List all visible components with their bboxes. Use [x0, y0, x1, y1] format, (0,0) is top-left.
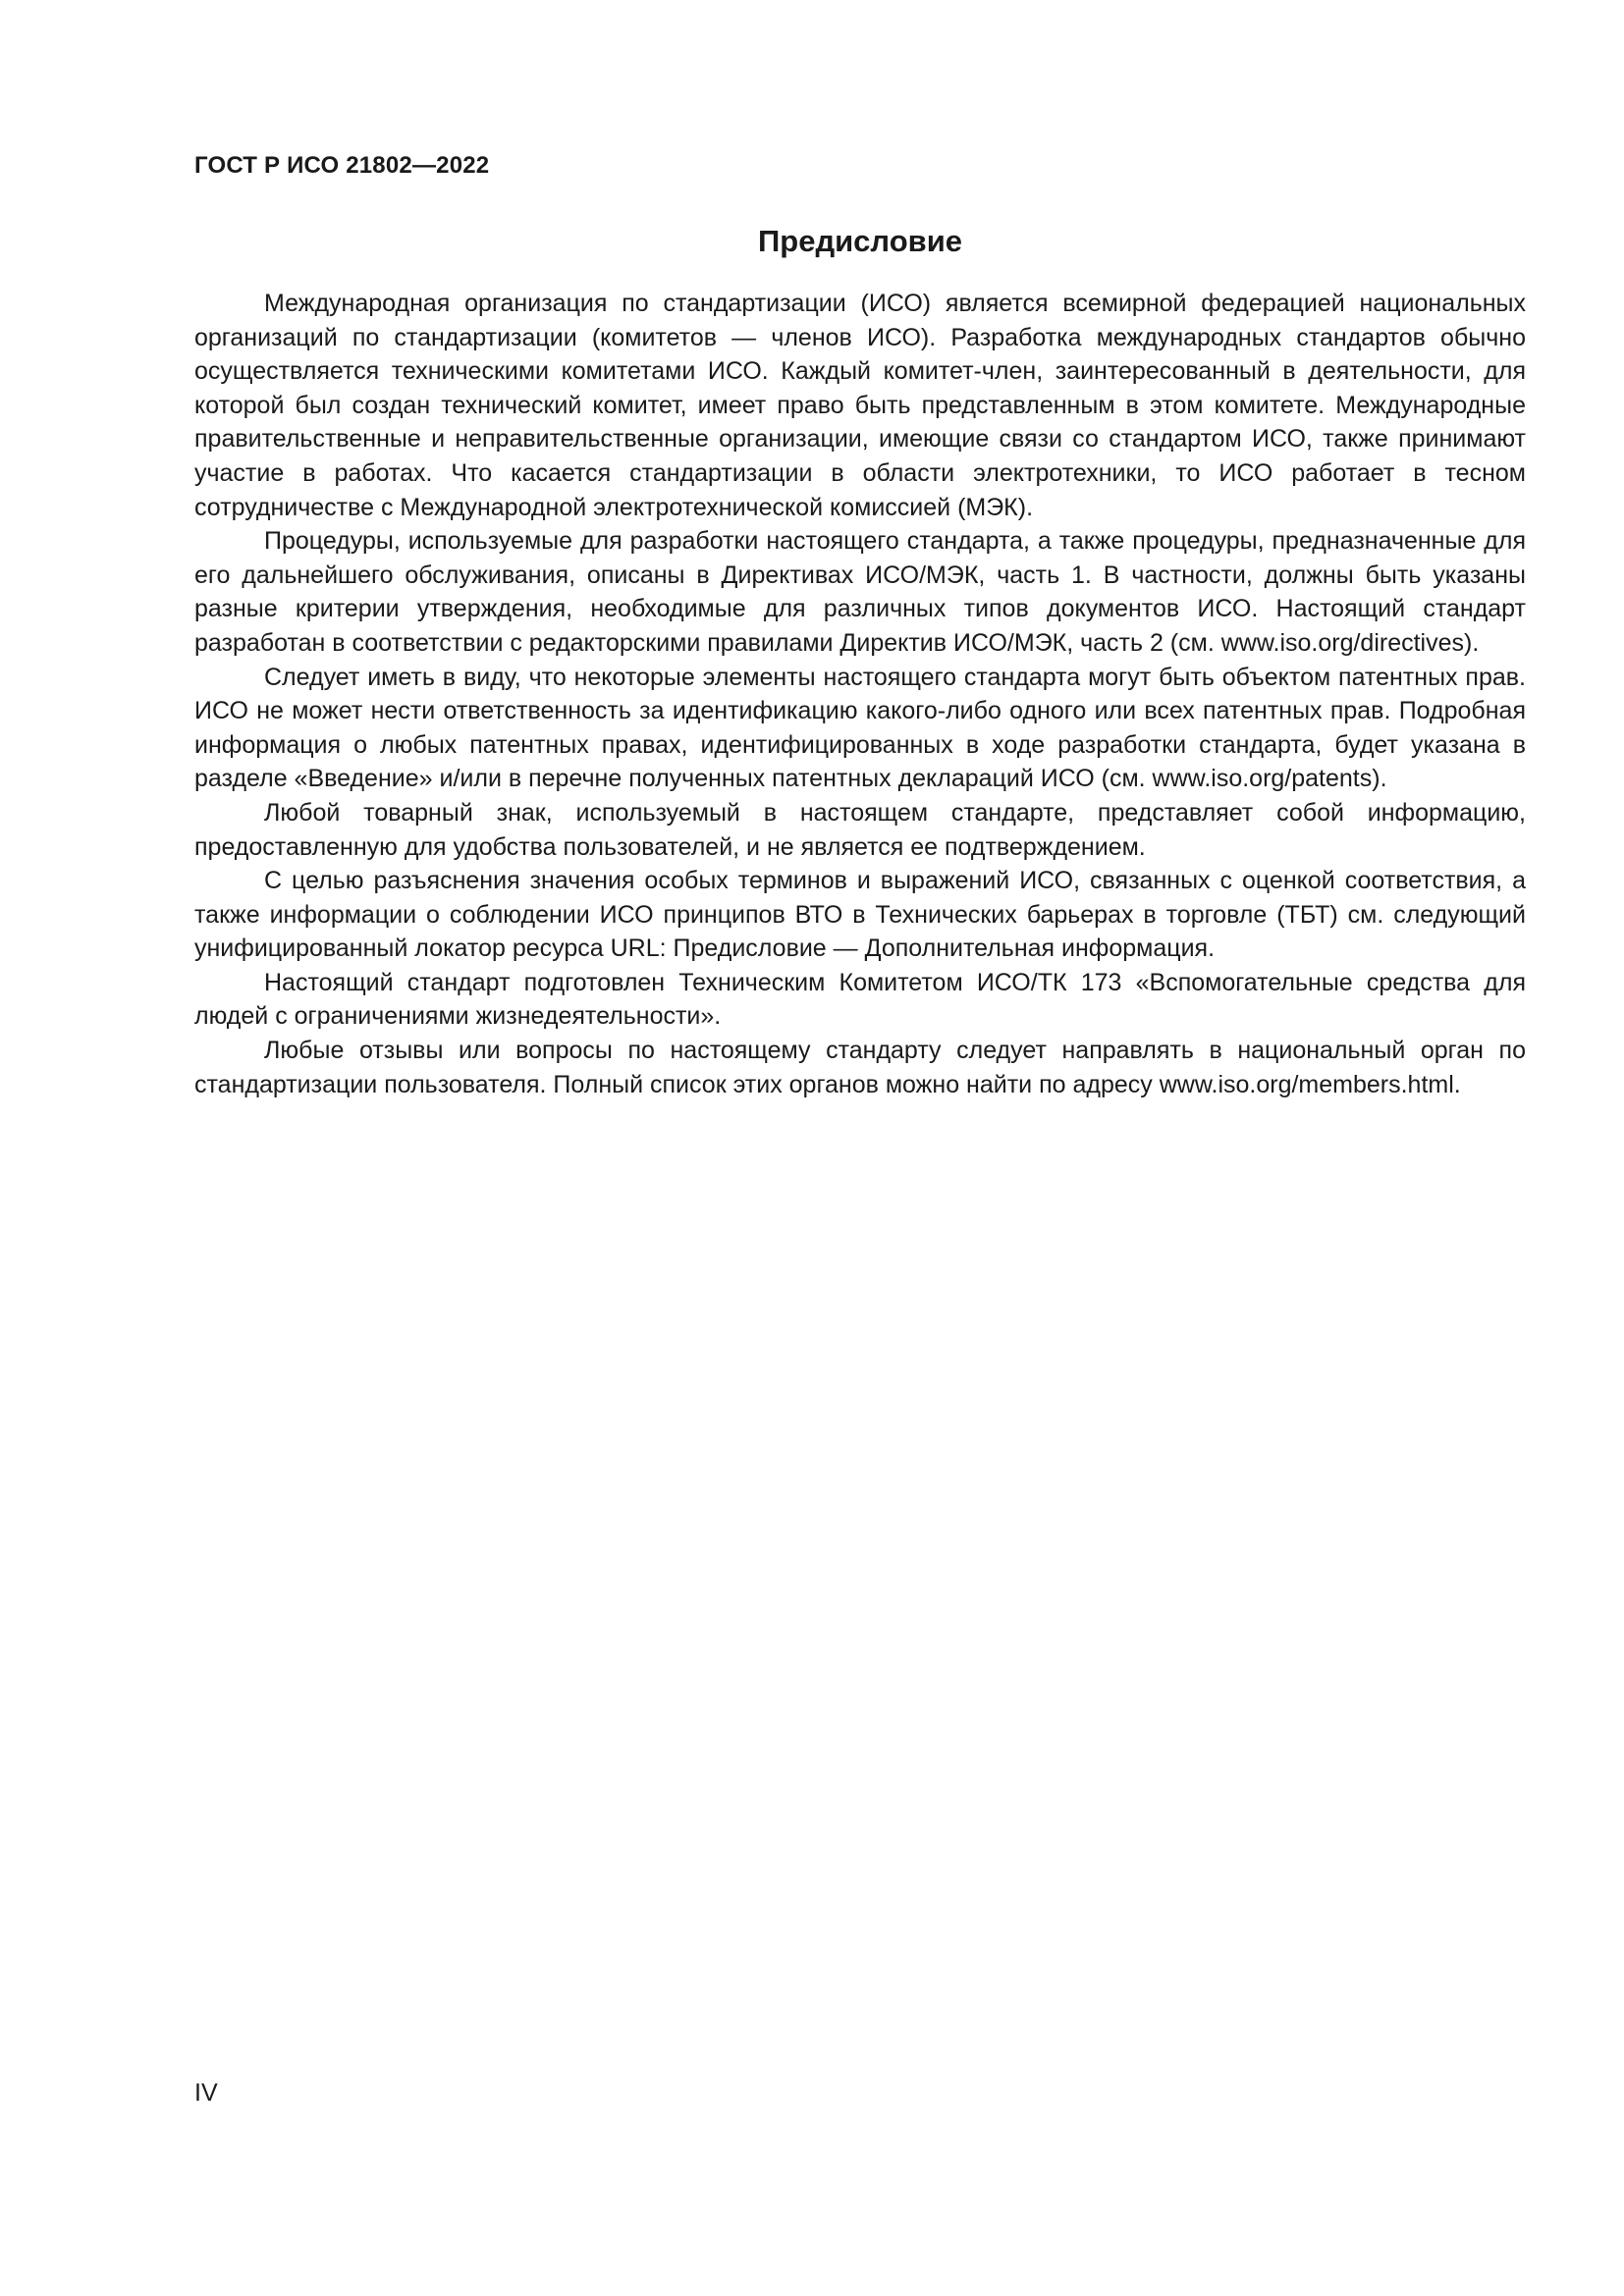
paragraph-feedback: Любые отзывы или вопросы по настоящему стандарту следует направлять в национальный орган по стандартизации пользователя. Полный список этих органов можно найти по адресу www.iso.org/members.html. — [194, 1037, 1526, 1098]
paragraph-iso-organization: Международная организация по стандартизации (ИСО) является всемирной федерацией национальных организаций по стандартизации (комитетов — членов ИСО). Разработка международных стандартов обычно осуществляется техническими комитетами ИСО. Каждый комитет-член, заинтересованный в деятельности, для которой был создан технический комитет, имеет право быть представленным в этом комитете. Международные правительственные и неправительственные организации, имеющие связи со стандартом ИСО, также принимают участие в работах. Что касается стандартизации в области электротехники, то ИСО работает в тесном сотрудничестве с Международной электротехнической комиссией (МЭК). — [194, 290, 1526, 521]
paragraph-patents: Следует иметь в виду, что некоторые элементы настоящего стандарта могут быть объектом патентных прав. ИСО не может нести ответственность за идентификацию какого-либо одного или всех патентных прав. Подробная информация о любых патентных правах, идентифицированных в ходе разработки стандарта, будет указана в разделе «Введение» и/или в перечне полученных патентных деклараций ИСО (см. www.iso.org/patents). — [194, 663, 1526, 793]
paragraph-terms: С целью разъяснения значения особых терминов и выражений ИСО, связанных с оценкой соответствия, а также информации о соблюдении ИСО принципов ВТО в Технических барьерах в торговле (ТБТ) см. следующий унифицированный локатор ресурса URL: Предисловие — Дополнительная информация. — [194, 867, 1526, 963]
foreword-body — [194, 287, 1526, 1101]
section-title: Предисловие — [757, 224, 962, 258]
document-code: ГОСТ Р ИСО 21802—2022 — [194, 152, 490, 179]
page-number: IV — [194, 2079, 218, 2107]
paragraph-procedures: Процедуры, используемые для разработки настоящего стандарта, а также процедуры, предназначенные для его дальнейшего обслуживания, описаны в Директивах ИСО/МЭК, часть 1. В частности, должны быть указаны разные критерии утверждения, необходимые для различных типов документов ИСО. Настоящий стандарт разработан в соответствии с редакторскими правилами Директив ИСО/МЭК, часть 2 (см. www.iso.org/directives). — [194, 527, 1526, 657]
paragraph-trademarks: Любой товарный знак, используемый в настоящем стандарте, представляет собой информацию, предоставленную для удобства пользователей, и не является ее подтверждением. — [194, 798, 1526, 861]
paragraph-committee: Настоящий стандарт подготовлен Техническим Комитетом ИСО/ТК 173 «Вспомогательные средства для людей с ограничениями жизнедеятельности». — [194, 968, 1526, 1031]
